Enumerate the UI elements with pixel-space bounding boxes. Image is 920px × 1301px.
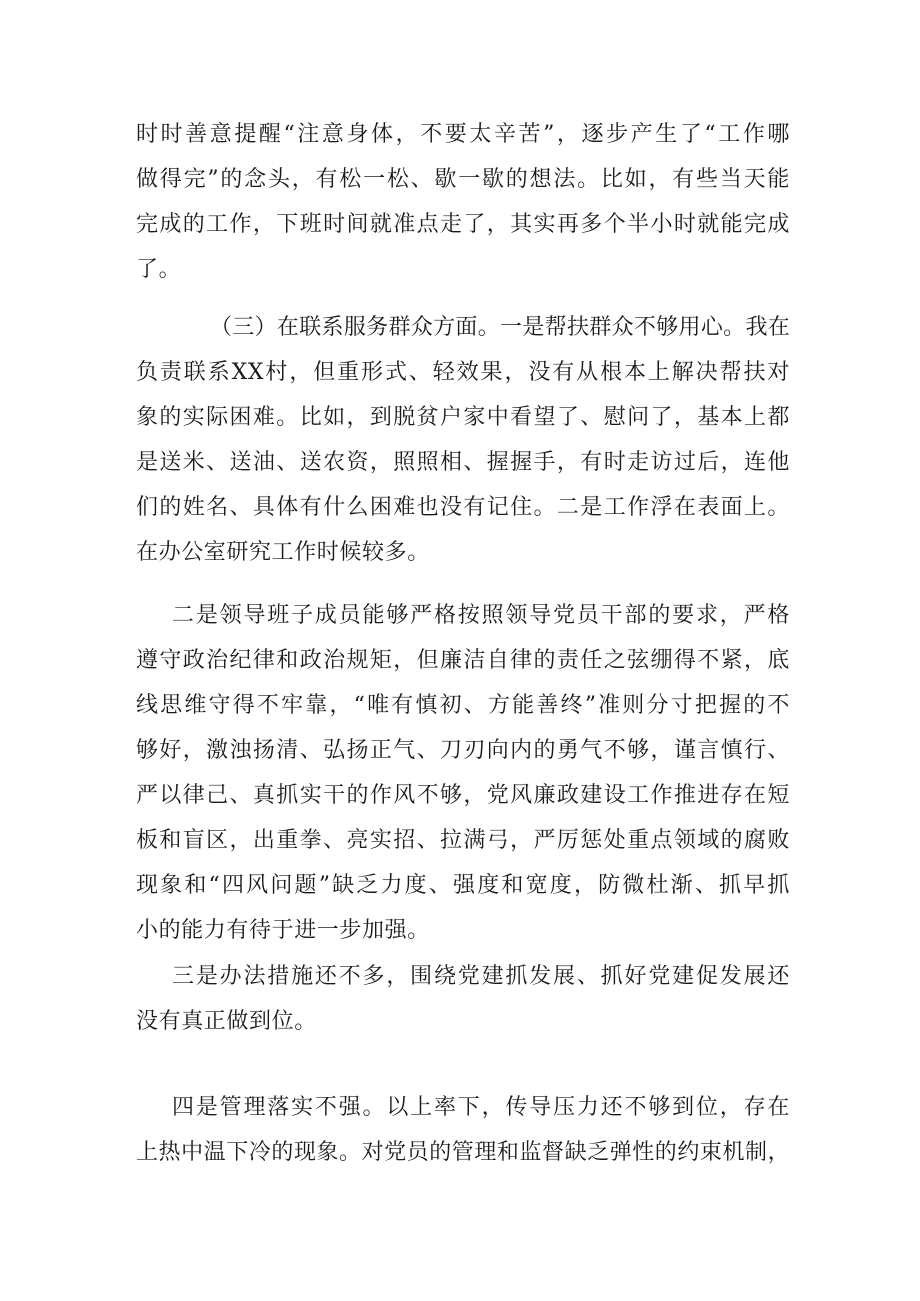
paragraph-line: 现象和“四风问题”缺乏力度、强度和宽度，防微杜渐、抓早抓 (136, 873, 790, 898)
paragraph-line: 在办公室研究工作时候较多。 (136, 540, 430, 565)
paragraph-line: 时时善意提醒“注意身体，不要太辛苦”，逐步产生了“工作哪 (136, 122, 790, 147)
paragraph-line: 没有真正做到位。 (136, 1009, 317, 1034)
paragraph-line: 负责联系XX村，但重形式、轻效果，没有从根本上解决帮扶对 (136, 360, 790, 385)
paragraph-line: 板和盲区，出重拳、亮实招、拉满弓，严厉惩处重点领域的腐败 (136, 828, 790, 853)
paragraph-line: 是送米、送油、送农资，照照相、握握手，有时走访过后，连他 (136, 450, 790, 475)
paragraph-line: 三是办法措施还不多，围绕党建抓发展、抓好党建促发展还 (172, 964, 790, 989)
paragraph-line: 线思维守得不牢靠，“唯有慎初、方能善终”准则分寸把握的不 (136, 693, 790, 718)
paragraph-1 (136, 112, 790, 292)
paragraph-line: 遵守政治纪律和政治规矩，但廉洁自律的责任之弦绷得不紧，底 (136, 648, 790, 673)
paragraph-3 (136, 593, 790, 953)
paragraph-line: 四是管理落实不强。以上率下，传导压力还不够到位，存在 (172, 1095, 790, 1120)
paragraph-line: 二是领导班子成员能够严格按照领导党员干部的要求，严格 (172, 603, 790, 628)
paragraph-line: 完成的工作，下班时间就准点走了，其实再多个半小时就能完成 (136, 212, 790, 237)
paragraph-line: 们的姓名、具体有什么困难也没有记住。二是工作浮在表面上。 (136, 495, 790, 520)
paragraph-line: 象的实际困难。比如，到脱贫户家中看望了、慰问了，基本上都 (136, 405, 790, 430)
paragraph-line: 小的能力有待于进一步加强。 (136, 918, 430, 943)
paragraph-line: 严以律己、真抓实干的作风不够，党风廉政建设工作推进存在短 (136, 783, 790, 808)
paragraph-line: 了。 (136, 257, 182, 282)
paragraph-5 (136, 1085, 790, 1175)
paragraph-line: （三）在联系服务群众方面。一是帮扶群众不够用心。我在 (210, 315, 790, 340)
paragraph-line: 做得完”的念头，有松一松、歇一歇的想法。比如，有些当天能 (136, 167, 790, 192)
paragraph-line: 够好，激浊扬清、弘扬正气、刀刃向内的勇气不够，谨言慎行、 (136, 738, 790, 763)
paragraph-4 (136, 954, 790, 1044)
paragraph-line: 上热中温下冷的现象。对党员的管理和监督缺乏弹性的约束机制， (136, 1140, 790, 1165)
paragraph-2 (136, 305, 790, 575)
